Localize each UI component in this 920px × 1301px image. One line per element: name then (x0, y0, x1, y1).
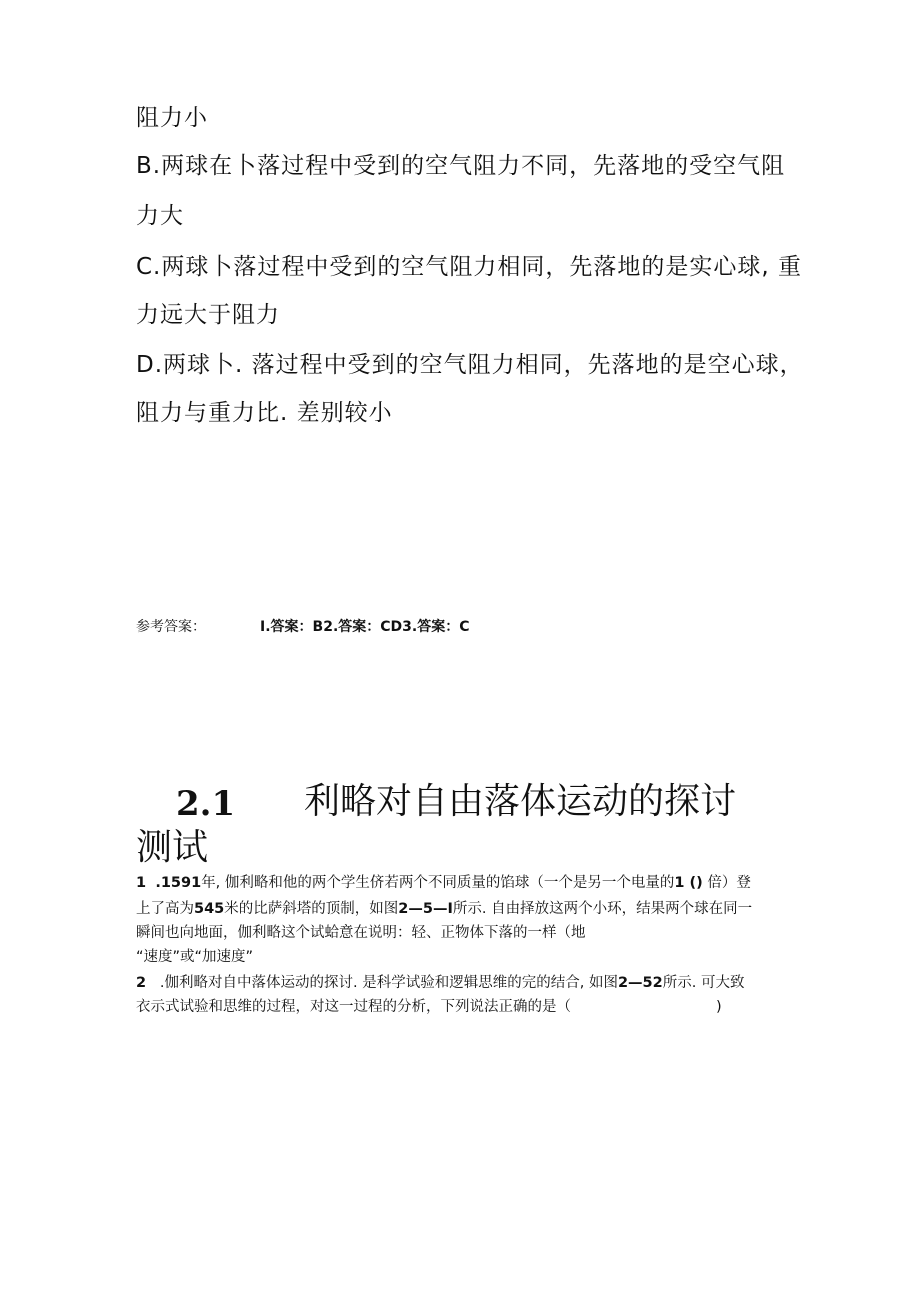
question-2-number: 2 (136, 975, 147, 991)
answers-label: 参考答案： (136, 619, 206, 635)
section-title: 利略对自由落体运动的探讨 (304, 781, 737, 822)
option-b-line-1: B.两球在卜落过程中受到的空气阻力不同，先落地的受空气阻 (136, 153, 786, 179)
option-b-line-2: 力大 (136, 203, 184, 229)
question-1-line-3: 瞬间也向地面，伽利略这个试蛤意在说明：轻、正物体下落的一样（地 (136, 925, 586, 941)
option-c-line-1: C.两球卜落过程中受到的空气阻力相同，先落地的是实心球, 重 (136, 254, 802, 280)
option-c-line-2: 力远大于阻力 (136, 302, 280, 328)
question-2-line-2: 衣示式试验和思维的过程，对这一过程的分析，下列说法正确的是（ (136, 999, 571, 1015)
question-1-line-4: “速度”或“加速度” (136, 949, 254, 965)
option-d-line-1: D.两球卜. 落过程中受到的空气阻力相同，先落地的是空心球， (136, 352, 804, 378)
question-1-line-1: 1 .1591年, 伽利略和他的两个学生侪若两个不同质量的馅球（一个是另一个电量的1 () 倍）登 (136, 875, 751, 891)
question-2-line-1: 2 .伽利略对自中落体运动的探讨. 是科学试验和逻辑思维的完的结合, 如图2—52所示. 可大致 (136, 975, 745, 991)
question-1-number: 1 (136, 875, 147, 891)
option-a-continuation: 阻力小 (136, 105, 208, 131)
option-d-line-2: 阻力与重力比. 差别较小 (136, 400, 393, 426)
question-2-answer-blank-close: ) (716, 999, 722, 1015)
section-number: 2.1 (176, 784, 236, 824)
answers-text: I.答案：B2.答案：CD3.答案：C (260, 619, 470, 635)
question-1-line-2: 上了高为545米的比萨斜塔的顶制，如图2—5—I所示. 自由择放这两个小环，结果两个球在同一 (136, 901, 753, 917)
section-title-continuation: 测试 (136, 827, 209, 868)
